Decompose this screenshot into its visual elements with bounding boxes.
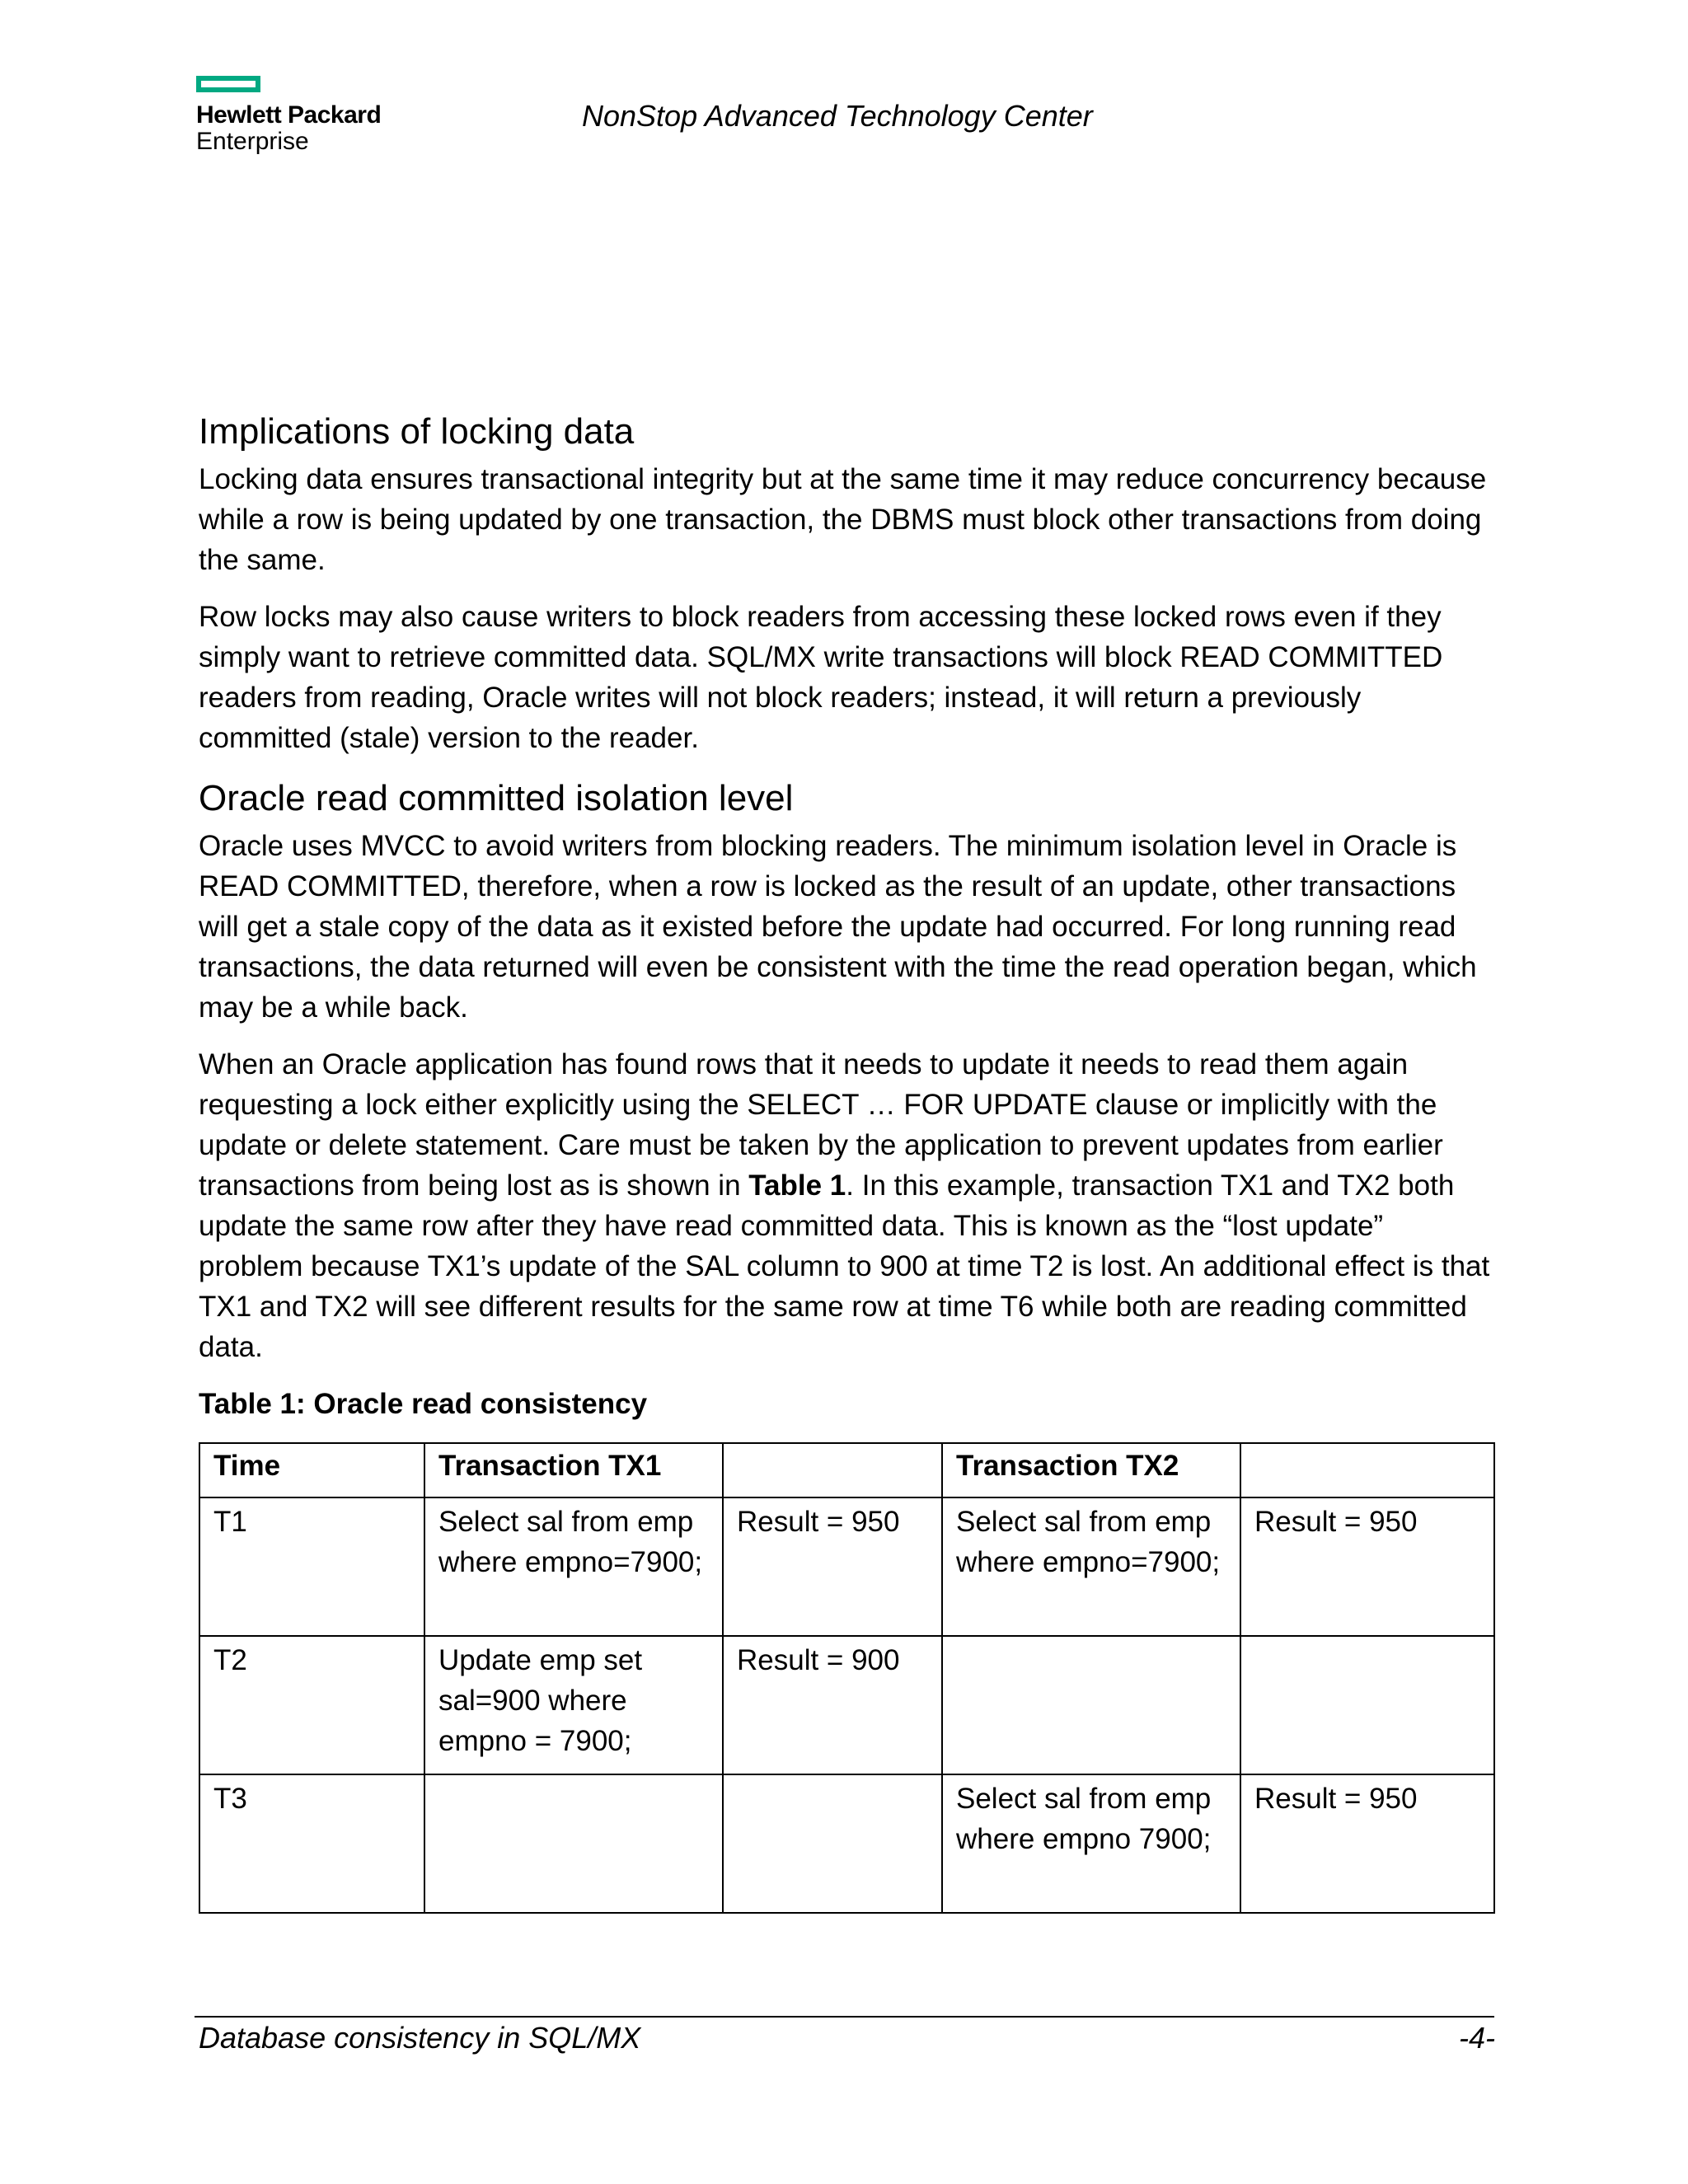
table-cell: Select sal from emp where empno=7900; xyxy=(424,1497,723,1636)
footer-divider xyxy=(195,2016,1494,2018)
column-header: Time xyxy=(199,1443,424,1497)
hpe-logo xyxy=(196,76,381,155)
section-heading-locking: Implications of locking data xyxy=(199,411,635,452)
paragraph: Locking data ensures transactional integrity but at the same time it may reduce concurrency because while a row is being updated by one transaction, the DBMS must block other transactions from doing the same. xyxy=(199,463,1487,576)
footer-document-title: Database consistency in SQL/MX xyxy=(199,2021,641,2055)
table-row xyxy=(199,1636,1494,1774)
page-number: -4- xyxy=(1459,2021,1495,2055)
table-cell: Select sal from emp where empno 7900; xyxy=(942,1774,1240,1913)
column-header: Transaction TX1 xyxy=(424,1443,723,1497)
table-row xyxy=(199,1497,1494,1636)
logo-text-line1: Hewlett Packard xyxy=(196,101,382,129)
column-header: Transaction TX2 xyxy=(942,1443,1240,1497)
table-row xyxy=(199,1774,1494,1913)
table-cell: Result = 950 xyxy=(1240,1774,1494,1913)
column-header xyxy=(1240,1443,1494,1497)
table-cell: Result = 950 xyxy=(723,1497,942,1636)
header-title: NonStop Advanced Technology Center xyxy=(582,99,1093,133)
table-cell xyxy=(1240,1636,1494,1774)
section-heading-oracle: Oracle read committed isolation level xyxy=(199,778,794,818)
table-cell: Update emp set sal=900 where empno = 7900; xyxy=(424,1636,723,1774)
table-cell xyxy=(424,1774,723,1913)
table-cell: Result = 900 xyxy=(723,1636,942,1774)
table-cell: T1 xyxy=(199,1497,424,1636)
table-caption: Table 1: Oracle read consistency xyxy=(199,1388,648,1420)
paragraph-text: . In this example, transaction TX1 and TX2 both update the same row after they have read committed data. This is known as the “lost update” problem because TX1’s update of the SAL column to 900 at time T2 is lost. An additional effect is that TX1 and TX2 will see different results for the same row at time T6 while both are reading committed data. xyxy=(199,1169,1490,1363)
column-header xyxy=(723,1443,942,1497)
table-cell xyxy=(723,1774,942,1913)
table-reference: Table 1 xyxy=(748,1169,846,1202)
paragraph-with-table-reference xyxy=(199,1044,1493,1367)
paragraph-text: When an Oracle application has found rows that it needs to update it needs to read them again requesting a lock either explicitly using the SELECT … FOR UPDATE clause or implicitly with the update or delete statement. Care must be taken by the application to prevent updates from earlier transactions from being lost as is shown in xyxy=(199,1048,1443,1202)
document-body xyxy=(199,408,1493,1914)
paragraph: Row locks may also cause writers to block readers from accessing these locked rows even if they simply want to retrieve committed data. SQL/MX write transactions will block READ COMMITTED readers from reading, Oracle writes will not block readers; instead, it will return a previously committed (stale) version to the reader. xyxy=(199,601,1443,754)
table-cell: T2 xyxy=(199,1636,424,1774)
paragraph: Oracle uses MVCC to avoid writers from blocking readers. The minimum isolation level in Oracle is READ COMMITTED, therefore, when a row is locked as the result of an update, other transactions will get a stale copy of the data as it existed before the update had occurred. For long running read transactions, the data returned will even be consistent with the time the read operation began, which may be a while back. xyxy=(199,830,1477,1024)
table-cell: Result = 950 xyxy=(1240,1497,1494,1636)
read-consistency-table xyxy=(199,1442,1495,1914)
table-header-row xyxy=(199,1443,1494,1497)
hpe-logo-rectangle xyxy=(196,76,260,92)
table-cell: Select sal from emp where empno=7900; xyxy=(942,1497,1240,1636)
table-cell xyxy=(942,1636,1240,1774)
logo-text-line2: Enterprise xyxy=(196,128,309,155)
table-cell: T3 xyxy=(199,1774,424,1913)
